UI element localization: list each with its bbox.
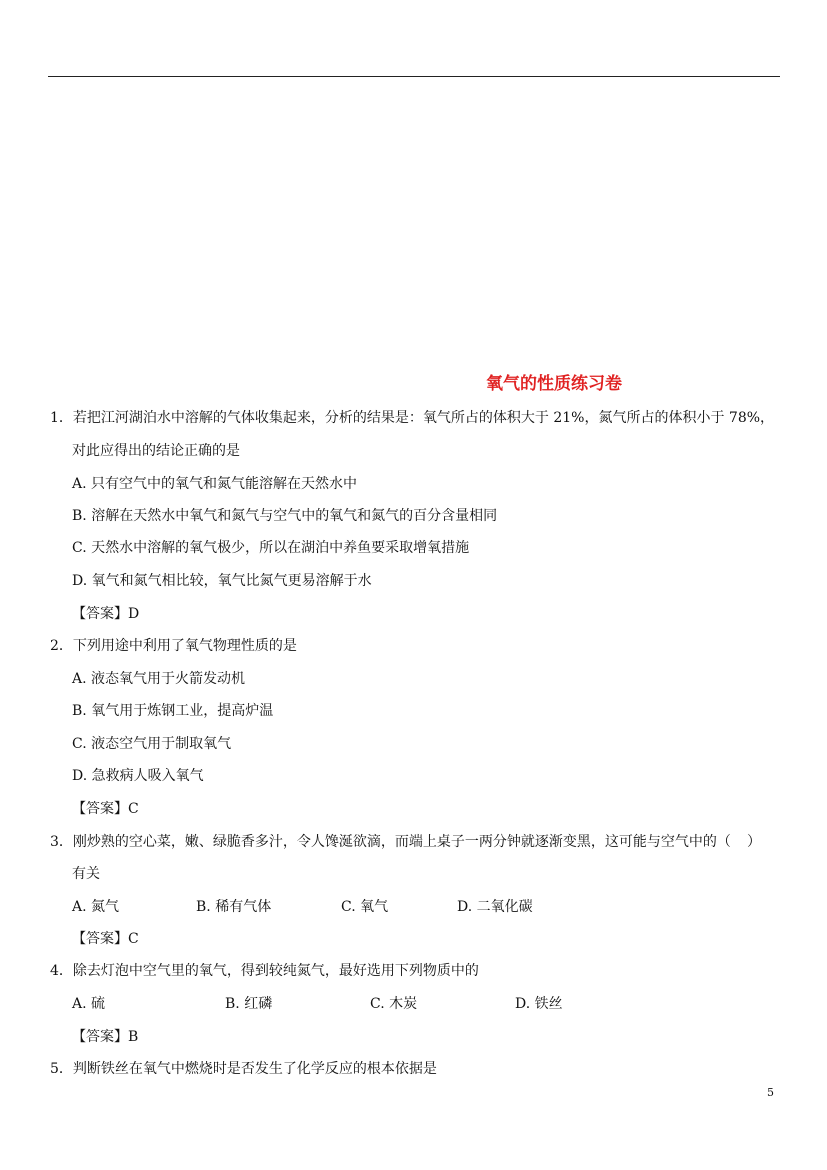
question-3-option-b: B. 稀有气体 [196, 899, 272, 915]
question-4-option-c: C. 木炭 [370, 996, 418, 1012]
question-2-option-a: A. 液态氧气用于火箭发动机 [72, 671, 246, 687]
question-1-answer: 【答案】D [72, 606, 140, 622]
question-2-option-c: C. 液态空气用于制取氧气 [72, 736, 232, 752]
question-2-text: 2．下列用途中利用了氧气物理性质的是 [50, 638, 297, 654]
question-3-text-cont: 有关 [72, 866, 100, 882]
page-title: 氧气的性质练习卷 [486, 374, 622, 394]
question-3-text: 3．刚炒熟的空心菜，嫩、绿脆香多汁，令人馋涎欲滴，而端上桌子一两分钟就逐渐变黑，这可能与空气中的（ [50, 834, 731, 850]
header-rule [48, 76, 780, 77]
question-2-option-b: B. 氧气用于炼钢工业，提高炉温 [72, 703, 274, 719]
question-4-text: 4．除去灯泡中空气里的氧气，得到较纯氮气，最好选用下列物质中的 [50, 963, 479, 979]
question-3-paren-close: ） [747, 834, 761, 850]
page-number: 5 [767, 1086, 774, 1099]
question-4-option-b: B. 红磷 [225, 996, 273, 1012]
question-2-answer: 【答案】C [72, 801, 139, 817]
question-4-option-d: D. 铁丝 [515, 996, 563, 1012]
question-3-option-d: D. 二氧化碳 [457, 899, 533, 915]
question-4-answer: 【答案】B [72, 1029, 139, 1045]
question-1-text-cont: 对此应得出的结论正确的是 [72, 443, 240, 459]
question-4-option-a: A. 硫 [72, 996, 106, 1012]
question-1-option-b: B. 溶解在天然水中氧气和氮气与空气中的氧气和氮气的百分含量相同 [72, 508, 498, 524]
question-1-option-a: A. 只有空气中的氧气和氮气能溶解在天然水中 [72, 476, 358, 492]
question-3-option-c: C. 氧气 [341, 899, 389, 915]
question-2-option-d: D. 急救病人吸入氧气 [72, 768, 204, 784]
question-1-option-d: D. 氧气和氮气相比较，氧气比氮气更易溶解于水 [72, 573, 372, 589]
question-1-text: 1．若把江河湖泊水中溶解的气体收集起来，分析的结果是：氧气所占的体积大于 21%，氮气所占的体积小于 78%， [50, 410, 775, 426]
question-5-text: 5．判断铁丝在氧气中燃烧时是否发生了化学反应的根本依据是 [50, 1061, 437, 1077]
question-3-answer: 【答案】C [72, 931, 139, 947]
question-3-option-a: A. 氮气 [72, 899, 120, 915]
question-1-option-c: C. 天然水中溶解的氧气极少，所以在湖泊中养鱼要采取增氧措施 [72, 540, 470, 556]
